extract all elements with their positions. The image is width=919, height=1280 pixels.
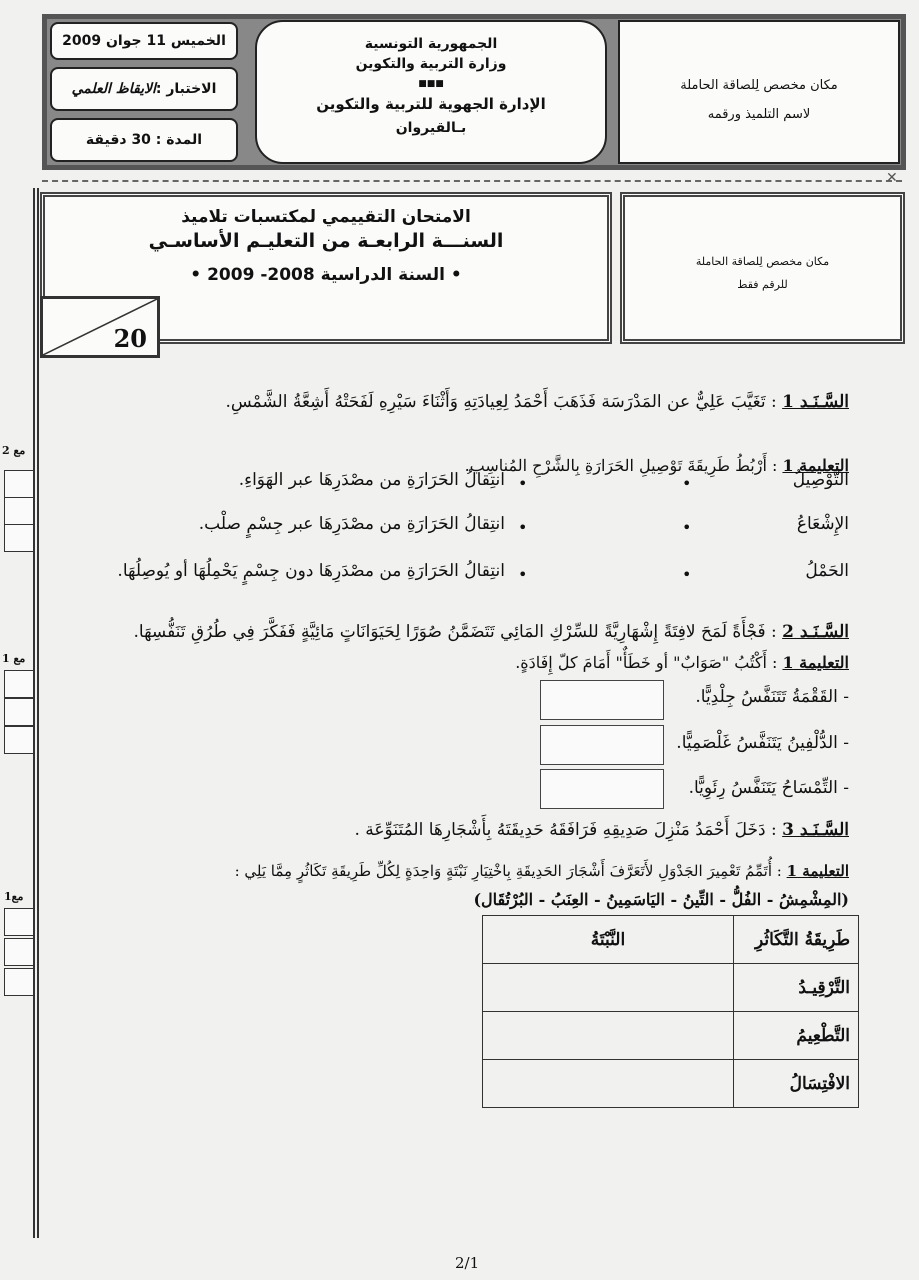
criterion-label: مع1: [4, 890, 24, 903]
exam-label: الاختبار :: [155, 81, 217, 97]
explanation: انتِقالُ الحَرَارَةِ من مصْدَرِهَا دون جِسْمٍ يَحْمِلُهَا أو يُوصِلُهَا.: [117, 561, 505, 581]
score-cell[interactable]: [4, 497, 34, 525]
instruction-text: : أَرْبُطُ طَرِيقَةَ تَوْصِيلِ الحَرَارَةِ بِالشَّرْحِ المُناسِب.: [464, 456, 783, 475]
explanation: انتِقالُ الحَرَارَةِ من مصْدَرِهَا عبر الهَوَاءِ.: [238, 470, 505, 490]
statement: - القَقْمَةُ تَتَنَفَّسُ جِلْدِيًّا.: [695, 687, 849, 707]
score-cell[interactable]: [4, 908, 34, 936]
separator: ■■■: [418, 79, 444, 89]
answer-box[interactable]: [540, 725, 664, 765]
answer-box[interactable]: [540, 769, 664, 809]
plant-answer-cell[interactable]: [483, 1012, 734, 1060]
section3-instruction: [235, 862, 849, 880]
duration-box: المدة : 30 دقيقة: [50, 118, 238, 162]
score-cell[interactable]: [4, 938, 34, 966]
instruction-label: التعليمة 1: [782, 456, 849, 475]
institution-box: [255, 20, 607, 164]
criterion-label: مع 1: [2, 652, 26, 665]
sticker-title: مكان مخصص لِلصاقة الحاملة: [680, 78, 838, 93]
ministry: وزارة التربية والتكوين: [355, 56, 507, 72]
scissors-icon: ✕: [886, 170, 898, 186]
score-cell[interactable]: [4, 524, 34, 552]
answer-box[interactable]: [540, 680, 664, 720]
statement: - الدُّلْفِينُ يَتَنَفَّسُ غَلْصَمِيًّا.: [676, 733, 849, 753]
sticker-sub: للرقم فقط: [737, 278, 788, 291]
section1-instruction: [465, 456, 849, 475]
criterion-label: مع 2: [2, 444, 26, 457]
score-box: [40, 296, 160, 358]
instruction-label: التعليمة 1: [786, 862, 849, 880]
section-label: السَّـنَـد 1: [782, 392, 849, 412]
title-line3: • السنة الدراسية 2008- 2009 •: [190, 265, 462, 285]
city: بـالقيروان: [395, 120, 467, 136]
term: التَّوْصِيلُ: [792, 470, 849, 490]
section3-text: [354, 820, 849, 840]
term-bullet[interactable]: •: [682, 565, 692, 584]
score-total: 20: [113, 324, 147, 353]
score-cell[interactable]: [4, 670, 34, 698]
section-label: السَّـنَـد 2: [782, 622, 849, 642]
section-text: : فَجْأَةً لَمَحَ لافِتَةً إِشْهَارِيَّةً للسِّرْكِ المَائِي تَتَضَمَّنُ صُوَرًا لِحَيَوَانَاتٍ مَائِيَّةٍ فَفَكَّرَ فِي طُرُقِ تَنَفُّسِهَا.: [133, 622, 783, 642]
section-text: : دَخَلَ أَحْمَدُ مَنْزِلَ صَدِيقِهِ فَرَافَقَهُ حَدِيقَتَهُ بِأَشْجَارِهَا المُتَنَوِّعَة .: [354, 820, 783, 840]
plant-answer-cell[interactable]: [483, 1060, 734, 1108]
method-cell: التَّرْقِيـدُ: [734, 964, 859, 1012]
method-cell: التَّطْعِيمُ: [734, 1012, 859, 1060]
title-line2: السنـــة الرابعـة من التعليـم الأساسـي: [148, 230, 504, 252]
table-row: [483, 1012, 859, 1060]
plant-answer-cell[interactable]: [483, 964, 734, 1012]
explanation-bullet[interactable]: •: [518, 474, 528, 493]
section-label: السَّـنَـد 3: [782, 820, 849, 840]
republic: الجمهورية التونسية: [364, 36, 498, 52]
instruction-text: : أَكْتُبُ "صَوَابٌ" أو خَطَأٌ" أَمَامَ كلّ إِفَادَةٍ.: [515, 653, 783, 672]
score-cell[interactable]: [4, 698, 34, 726]
reproduction-table: [482, 915, 859, 1108]
table-row: [483, 964, 859, 1012]
exam-subject: الايقاظ العلمي: [71, 81, 156, 97]
score-cell[interactable]: [4, 726, 34, 754]
term: الإِشْعَاعُ: [796, 514, 849, 534]
instruction-text: : أُتَمِّمُ تَعْمِيرَ الجَدْوَلِ لأَتَعَرَّفَ أَشْجَارَ الحَدِيقَةِ بِاخْتِيَارِ نَبْتَةٍ وَاحِدَةٍ لِكُلِّ طَرِيقَةِ تَكَاثُرٍ مِمَّا يَلِي :: [234, 862, 787, 880]
table-header-row: [483, 916, 859, 964]
exam-subject-box: [50, 67, 238, 111]
header-method: طَرِيقَةُ التَّكَاثُرِ: [734, 916, 859, 964]
section2-text: [133, 622, 849, 642]
number-sticker-box: [620, 192, 905, 344]
cut-line: [42, 180, 902, 182]
table-row: [483, 1060, 859, 1108]
sticker-title: مكان مخصص لِلصاقة الحاملة: [695, 255, 830, 268]
explanation-bullet[interactable]: •: [518, 565, 528, 584]
title-line1: الامتحان التقييمي لمكتسبات تلاميذ: [181, 207, 471, 227]
term: الحَمْلُ: [805, 561, 849, 581]
section-text: : تَغَيَّبَ عَلِيٌّ عن المَدْرَسَة فَذَهَبَ أَحْمَدُ لِعِيادَتِهِ وَأَثْنَاءَ سَيْرِهِ لَفَحَتْهُ أَشِعَّةُ الشَّمْسِ.: [225, 392, 783, 412]
choices: (المِشْمِشُ - الفُلُّ - التِّينُ - اليَاسَمِينُ - العِنَبُ - البُرْتُقَال): [473, 890, 849, 909]
explanation-bullet[interactable]: •: [518, 518, 528, 537]
statement: - التِّمْسَاحُ يَتَنَفَّسُ رِئَوِيًّا.: [688, 778, 849, 798]
page-number: 2/1: [455, 1254, 480, 1272]
student-sticker-box: [618, 20, 900, 164]
section1-text: [225, 392, 849, 412]
directorate: الإدارة الجهوية للتربية والتكوين: [316, 95, 546, 113]
date-box: الخميس 11 جوان 2009: [50, 22, 238, 60]
instruction-label: التعليمة 1: [782, 653, 849, 672]
explanation: انتِقالُ الحَرَارَةِ من مصْدَرِهَا عبر جِسْمٍ صلْب.: [198, 514, 505, 534]
section2-instruction: [515, 653, 849, 672]
score-cell[interactable]: [4, 968, 34, 996]
term-bullet[interactable]: •: [682, 518, 692, 537]
term-bullet[interactable]: •: [682, 474, 692, 493]
sticker-sub: لاسم التلميذ ورقمه: [707, 107, 811, 122]
header-plant: النَّبْتَةُ: [483, 916, 734, 964]
score-cell[interactable]: [4, 470, 34, 498]
method-cell: الافْتِسَالُ: [734, 1060, 859, 1108]
